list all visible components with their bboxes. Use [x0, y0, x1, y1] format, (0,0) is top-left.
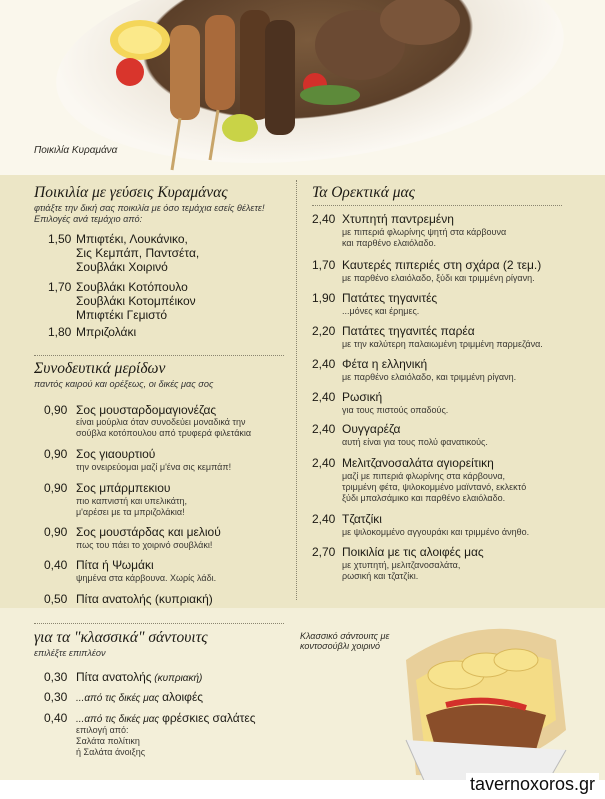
item-description: την ονειρεύομαι μαζί μ'ένα σις κεμπάπ! [76, 462, 232, 472]
item-price: 2,40 [312, 357, 336, 371]
item-name: ...από τις δικές μας φρέσκιες σαλάτες [76, 711, 256, 725]
item-description: και παρθένο ελαιόλαδο. [342, 238, 437, 248]
item-name: Μπιφτέκι Γεμιστό [76, 308, 168, 322]
divider [34, 623, 284, 624]
item-price: 1,70 [48, 280, 72, 294]
section-subtitle: επιλέξτε επιπλέον [34, 648, 106, 658]
item-price: 1,70 [312, 258, 336, 272]
item-description: ψημένα στα κάρβουνα. Χωρίς λάδι. [76, 573, 217, 583]
column-divider [296, 180, 297, 600]
item-description: μαζί με πιπεριά φλωρίνης στα κάρβουνα, [342, 471, 506, 481]
item-name: Πατάτες τηγανιτές παρέα [342, 324, 475, 338]
section-subtitle: φτιάξτε την δική σας ποικιλία με όσο τεμάχια εσείς θέλετε! [34, 203, 265, 213]
item-description: ξύδι μπαλσάμικο και παρθένο ελαιόλαδο. [342, 493, 506, 503]
item-name: Πίτα ανατολής (κυπριακή) [76, 592, 213, 606]
item-price: 2,70 [312, 545, 336, 559]
item-name: Πίτα ή Ψωμάκι [76, 558, 154, 572]
item-name: Σος μουστάρδας και μελιού [76, 525, 221, 539]
item-name: Μπριζολάκι [76, 325, 137, 339]
top-food-photo [0, 0, 605, 175]
website-watermark[interactable]: tavernoxoros.gr [466, 773, 599, 796]
item-name: Σουβλάκι Κοτόπουλο [76, 280, 188, 294]
divider [312, 205, 562, 206]
item-name: Σουβλάκι Χοιρινό [76, 260, 168, 274]
item-name: Φέτα η ελληνική [342, 357, 428, 371]
item-name: Πίτα ανατολής (κυπριακή) [76, 670, 203, 684]
item-description: με ψιλοκομμένο αγγουράκι και τριμμένο άνηθο. [342, 527, 530, 537]
item-name: Καυτερές πιπεριές στη σχάρα (2 τεμ.) [342, 258, 542, 272]
item-price: 0,40 [44, 711, 68, 725]
item-name: Σις Κεμπάπ, Παντσέτα, [76, 246, 200, 260]
item-description: επιλογή από: [76, 725, 129, 735]
item-price: 1,50 [48, 232, 72, 246]
item-price: 0,30 [44, 690, 68, 704]
section-title-sides: Συνοδευτικά μερίδων [34, 360, 166, 377]
item-name: ...από τις δικές μας αλοιφές [76, 690, 204, 704]
item-name: Ρωσική [342, 390, 383, 404]
item-name: Σος μπάρμπεκιου [76, 481, 171, 495]
item-name: Μελιτζανοσαλάτα αγιορείτικη [342, 456, 494, 470]
item-description: ρωσική και τζατζίκι. [342, 571, 419, 581]
item-name: Σος μουσταρδομαγιονέζας [76, 403, 217, 417]
item-price: 0,40 [44, 558, 68, 572]
item-price: 0,90 [44, 447, 68, 461]
item-name: Χτυπητή παντρεμένη [342, 212, 454, 226]
divider [34, 355, 284, 356]
item-name: Μπιφτέκι, Λουκάνικο, [76, 232, 188, 246]
item-price: 0,30 [44, 670, 68, 684]
item-name: Σος γιαουρτιού [76, 447, 156, 461]
item-price: 0,90 [44, 525, 68, 539]
item-description: αυτή είναι για τους πολύ φανατικούς. [342, 437, 488, 447]
item-description: σούβλα κοτόπουλου από τρυφερά φιλετάκια [76, 428, 252, 438]
top-photo-caption: Ποικιλία Κυραμάνα [34, 145, 118, 156]
item-description: πως του πάει το χοιρινό σουβλάκι! [76, 540, 213, 550]
item-description: ...μόνες και έρημες. [342, 306, 420, 316]
item-price: 1,80 [48, 325, 72, 339]
item-description: ή Σαλάτα άνοιξης [76, 747, 146, 757]
item-description: μ'αρέσει με τα μπριζολάκια! [76, 507, 185, 517]
item-name: Ουγγαρέζα [342, 422, 401, 436]
section-subtitle: παντός καιρού και ορέξεως, οι δικές μας σος [34, 379, 214, 389]
item-description: είναι μούρλια όταν συνοδεύει μοναδικά την [76, 417, 246, 427]
item-name: Πατάτες τηγανιτές [342, 291, 438, 305]
item-price: 2,40 [312, 390, 336, 404]
item-price: 0,90 [44, 481, 68, 495]
item-description: πιο καπνιστή και υπελικάτη, [76, 496, 188, 506]
item-price: 2,20 [312, 324, 336, 338]
section-subtitle: Επιλογές ανά τεμάχιο από: [34, 214, 143, 224]
item-description: με χτυπητή, μελιτζανοσαλάτα, [342, 560, 461, 570]
item-price: 1,90 [312, 291, 336, 305]
item-price: 0,90 [44, 403, 68, 417]
item-name: Ποικιλία με τις αλοιφές μας [342, 545, 484, 559]
item-description: τριμμένη φέτα, ψιλοκομμένο μαϊντανό, εκλεκτό [342, 482, 527, 492]
sandwich-photo [386, 600, 576, 785]
sandwich-photo-caption: Κλασσικό σάντουιτς με κοντοσούβλι χοιρινό [300, 631, 390, 651]
item-description: με πιπεριά φλωρίνης ψητή στα κάρβουνα [342, 227, 507, 237]
item-price: 2,40 [312, 422, 336, 436]
item-price: 0,50 [44, 592, 68, 606]
item-price: 2,40 [312, 456, 336, 470]
item-name: Τζατζίκι [342, 512, 382, 526]
section-title-sandwiches: για τα "κλασσικά" σάντουιτς [34, 629, 208, 646]
section-title-appetizers: Τα Ορεκτικά μας [312, 184, 415, 201]
item-description: για τους πιστούς οπαδούς. [342, 405, 449, 415]
item-description: με παρθένο ελαιόλαδο, και τριμμένη ρίγανη. [342, 372, 517, 382]
item-price: 2,40 [312, 512, 336, 526]
item-price: 2,40 [312, 212, 336, 226]
item-description: με την καλύτερη παλαιωμένη τριμμένη παρμεζάνα. [342, 339, 543, 349]
section-title-variety: Ποικιλία με γεύσεις Κυραμάνας [34, 184, 228, 201]
item-description: με παρθένο ελαιόλαδο, ξύδι και τριμμένη ρίγανη. [342, 273, 535, 283]
item-description: Σαλάτα πολίτικη [76, 736, 140, 746]
item-name: Σουβλάκι Κοτομπέικον [76, 294, 196, 308]
